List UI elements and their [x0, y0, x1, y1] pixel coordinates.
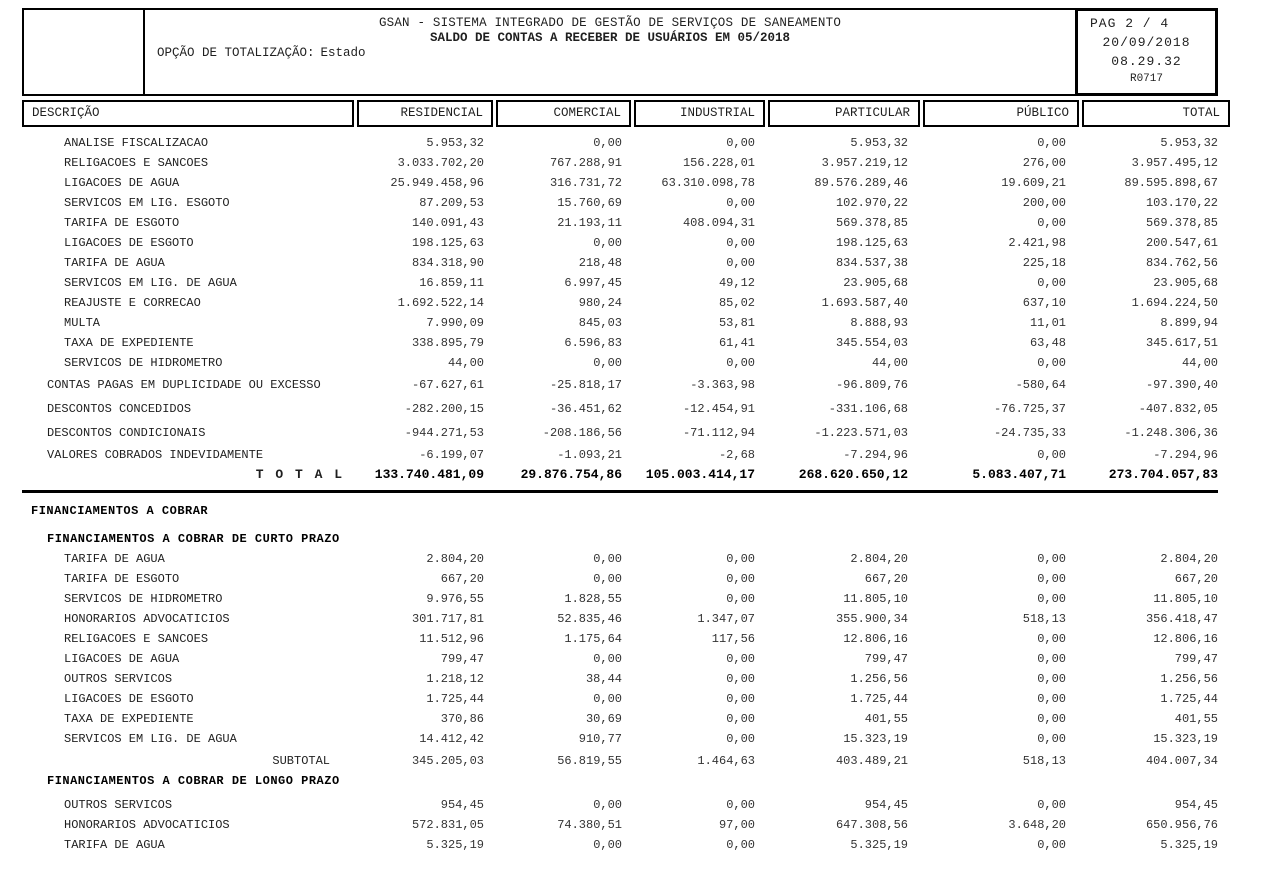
row-value-total: 569.378,85 [1145, 216, 1218, 230]
table-row [22, 445, 1218, 465]
row-value-publico: 0,00 [1037, 712, 1066, 726]
row-value-total: 5.953,32 [1160, 136, 1218, 150]
row-value-comercial: -208.186,56 [542, 426, 622, 440]
row-value-residencial: 1.725,44 [426, 692, 484, 706]
row-value-residencial: -6.199,07 [419, 448, 484, 462]
row-value-total: 273.704.057,83 [1108, 467, 1218, 482]
row-value-comercial: 30,69 [585, 712, 622, 726]
table-row [22, 589, 1218, 609]
row-value-industrial: 0,00 [726, 572, 755, 586]
report-code: R0717 [1129, 73, 1163, 85]
row-value-total: -7.294,96 [1153, 448, 1218, 462]
row-value-comercial: 845,03 [578, 316, 622, 330]
table-row [22, 549, 1218, 569]
row-label: TARIFA DE AGUA [64, 552, 165, 566]
row-value-particular: 799,47 [864, 652, 908, 666]
row-value-industrial: 0,00 [726, 552, 755, 566]
row-value-total: 1.725,44 [1160, 692, 1218, 706]
row-value-total: 11.805,10 [1153, 592, 1218, 606]
row-value-publico: 0,00 [1037, 572, 1066, 586]
row-value-particular: 1.256,56 [850, 672, 908, 686]
row-value-particular: 954,45 [864, 798, 908, 812]
row-value-publico: 518,13 [1022, 754, 1066, 768]
row-value-comercial: 0,00 [593, 552, 622, 566]
system-title: GSAN - SISTEMA INTEGRADO DE GESTÃO DE SERVIÇOS DE SANEAMENTO [378, 16, 842, 30]
row-value-publico: 276,00 [1022, 156, 1066, 170]
row-label: ANALISE FISCALIZACAO [64, 136, 209, 150]
row-value-total: 5.325,19 [1160, 838, 1218, 852]
row-label: LIGACOES DE ESGOTO [64, 692, 194, 706]
row-value-residencial: 667,20 [440, 572, 484, 586]
table-row [22, 729, 1218, 749]
row-value-publico: 0,00 [1037, 672, 1066, 686]
report-time: 08.29.32 [1111, 54, 1182, 69]
row-value-industrial: 63.310.098,78 [661, 176, 755, 190]
row-label: SERVICOS EM LIG. DE AGUA [64, 276, 237, 290]
row-label: HONORARIOS ADVOCATICIOS [64, 818, 230, 832]
table-column-headers [22, 100, 1230, 127]
total-divider-rule [22, 490, 1218, 493]
row-value-industrial: 0,00 [726, 798, 755, 812]
row-label: SERVICOS EM LIG. ESGOTO [64, 196, 230, 210]
table-row [22, 133, 1218, 153]
row-value-residencial: 2.804,20 [426, 552, 484, 566]
row-value-industrial: 0,00 [726, 592, 755, 606]
row-value-residencial: 799,47 [440, 652, 484, 666]
row-value-industrial: 97,00 [718, 818, 755, 832]
row-label: TARIFA DE ESGOTO [64, 216, 180, 230]
row-value-publico: 0,00 [1037, 692, 1066, 706]
row-value-total: 15.323,19 [1153, 732, 1218, 746]
row-value-industrial: 0,00 [726, 236, 755, 250]
row-value-comercial: 0,00 [593, 236, 622, 250]
row-value-publico: 0,00 [1037, 592, 1066, 606]
row-value-residencial: 9.976,55 [426, 592, 484, 606]
row-label: LIGACOES DE ESGOTO [64, 236, 194, 250]
row-value-total: 401,55 [1174, 712, 1218, 726]
table-row [22, 609, 1218, 629]
row-value-particular: -96.809,76 [835, 378, 908, 392]
row-value-publico: 63,48 [1029, 336, 1066, 350]
table-row [22, 669, 1218, 689]
row-value-residencial: 1.692.522,14 [397, 296, 484, 310]
row-value-industrial: 0,00 [726, 256, 755, 270]
report-title: SALDO DE CONTAS A RECEBER DE USUÁRIOS EM 05/2018 [429, 31, 791, 45]
column-header: INDUSTRIAL [634, 100, 765, 127]
row-value-total: 103.170,22 [1145, 196, 1218, 210]
table-body [22, 133, 1218, 855]
row-value-industrial: 408.094,31 [682, 216, 755, 230]
row-value-particular: 5.325,19 [850, 838, 908, 852]
row-value-residencial: 16.859,11 [419, 276, 484, 290]
row-value-residencial: 1.218,12 [426, 672, 484, 686]
row-value-particular: 3.957.219,12 [821, 156, 908, 170]
row-value-particular: 834.537,38 [835, 256, 908, 270]
row-value-residencial: 834.318,90 [411, 256, 484, 270]
column-header: DESCRIÇÃO [22, 100, 354, 127]
row-label: VALORES COBRADOS INDEVIDAMENTE [47, 448, 264, 462]
row-label: TAXA DE EXPEDIENTE [64, 336, 194, 350]
row-value-industrial: 61,41 [718, 336, 755, 350]
row-value-particular: 12.806,16 [843, 632, 908, 646]
row-value-particular: 268.620.650,12 [798, 467, 908, 482]
row-value-residencial: 25.949.458,96 [390, 176, 484, 190]
row-value-residencial: 198.125,63 [411, 236, 484, 250]
row-value-total: 834.762,56 [1145, 256, 1218, 270]
totalization-label: OPÇÃO DE TOTALIZAÇÃO: [157, 46, 315, 60]
totalization-line [145, 46, 1075, 60]
row-value-industrial: 1.464,63 [697, 754, 755, 768]
row-value-residencial: 301.717,81 [411, 612, 484, 626]
column-header: TOTAL [1082, 100, 1230, 127]
row-value-comercial: 74.380,51 [557, 818, 622, 832]
table-row [22, 421, 1218, 445]
row-value-particular: 5.953,32 [850, 136, 908, 150]
table-row [22, 629, 1218, 649]
table-row [22, 815, 1218, 835]
table-row [22, 709, 1218, 729]
row-value-total: 12.806,16 [1153, 632, 1218, 646]
row-value-total: -1.248.306,36 [1124, 426, 1218, 440]
row-value-publico: 11,01 [1029, 316, 1066, 330]
row-value-publico: -24.735,33 [993, 426, 1066, 440]
row-value-publico: -76.725,37 [993, 402, 1066, 416]
table-row [22, 689, 1218, 709]
row-value-publico: 0,00 [1037, 356, 1066, 370]
report-header-center [145, 10, 1075, 94]
row-value-industrial: 0,00 [726, 196, 755, 210]
row-value-publico: 19.609,21 [1001, 176, 1066, 190]
row-value-total: 404.007,34 [1145, 754, 1218, 768]
row-value-comercial: 15.760,69 [557, 196, 622, 210]
row-value-total: 3.957.495,12 [1131, 156, 1218, 170]
row-value-comercial: 21.193,11 [557, 216, 622, 230]
row-value-comercial: 0,00 [593, 572, 622, 586]
row-value-publico: 0,00 [1037, 448, 1066, 462]
row-value-publico: 0,00 [1037, 216, 1066, 230]
row-value-comercial: 6.997,45 [564, 276, 622, 290]
row-value-publico: 5.083.407,71 [972, 467, 1066, 482]
row-value-publico: 2.421,98 [1008, 236, 1066, 250]
row-label: HONORARIOS ADVOCATICIOS [64, 612, 230, 626]
row-value-particular: 401,55 [864, 712, 908, 726]
row-value-publico: 225,18 [1022, 256, 1066, 270]
row-value-total: 44,00 [1181, 356, 1218, 370]
table-row [22, 233, 1218, 253]
row-label: SERVICOS DE HIDROMETRO [64, 356, 223, 370]
row-value-residencial: 133.740.481,09 [374, 467, 484, 482]
row-value-publico: 0,00 [1037, 136, 1066, 150]
row-value-industrial: -3.363,98 [690, 378, 755, 392]
row-value-particular: 89.576.289,46 [814, 176, 908, 190]
row-value-comercial: 910,77 [578, 732, 622, 746]
row-value-publico: 3.648,20 [1008, 818, 1066, 832]
row-label: DESCONTOS CONCEDIDOS [47, 402, 192, 416]
row-value-comercial: 316.731,72 [549, 176, 622, 190]
report-header-band [22, 8, 1218, 96]
row-label: REAJUSTE E CORRECAO [64, 296, 201, 310]
row-value-comercial: 0,00 [593, 798, 622, 812]
section-heading-row [22, 771, 1218, 792]
row-value-residencial: 5.325,19 [426, 838, 484, 852]
row-value-comercial: 1.828,55 [564, 592, 622, 606]
row-value-residencial: 954,45 [440, 798, 484, 812]
row-value-residencial: 14.412,42 [419, 732, 484, 746]
row-value-residencial: -67.627,61 [411, 378, 484, 392]
table-row [22, 649, 1218, 669]
row-value-industrial: -71.112,94 [682, 426, 755, 440]
row-value-industrial: 105.003.414,17 [645, 467, 755, 482]
row-value-particular: -331.106,68 [828, 402, 908, 416]
page-indicator: PAG 2 / 4 [1090, 16, 1170, 31]
table-row [22, 795, 1218, 815]
row-value-residencial: -282.200,15 [404, 402, 484, 416]
row-value-total: 89.595.898,67 [1124, 176, 1218, 190]
row-label: TARIFA DE ESGOTO [64, 572, 180, 586]
row-value-residencial: 7.990,09 [426, 316, 484, 330]
row-value-total: 650.956,76 [1145, 818, 1218, 832]
table-row [22, 373, 1218, 397]
row-value-comercial: 0,00 [593, 652, 622, 666]
logo-box [24, 10, 145, 94]
row-label: RELIGACOES E SANCOES [64, 632, 209, 646]
row-value-particular: 667,20 [864, 572, 908, 586]
row-value-industrial: 0,00 [726, 732, 755, 746]
table-row [22, 333, 1218, 353]
column-header: COMERCIAL [496, 100, 631, 127]
row-value-industrial: -12.454,91 [682, 402, 755, 416]
row-label: FINANCIAMENTOS A COBRAR [31, 504, 209, 518]
row-value-total: 200.547,61 [1145, 236, 1218, 250]
row-value-total: 799,47 [1174, 652, 1218, 666]
row-value-comercial: 218,48 [578, 256, 622, 270]
row-value-particular: 647.308,56 [835, 818, 908, 832]
row-value-industrial: -2,68 [718, 448, 755, 462]
table-row [22, 193, 1218, 213]
section-heading-row [22, 529, 1218, 549]
table-row [22, 353, 1218, 373]
row-value-particular: 403.489,21 [835, 754, 908, 768]
row-value-particular: -1.223.571,03 [814, 426, 908, 440]
row-value-publico: 637,10 [1022, 296, 1066, 310]
row-value-comercial: -25.818,17 [549, 378, 622, 392]
row-value-particular: 23.905,68 [843, 276, 908, 290]
row-label: SERVICOS EM LIG. DE AGUA [64, 732, 237, 746]
row-value-particular: 198.125,63 [835, 236, 908, 250]
row-value-residencial: -944.271,53 [404, 426, 484, 440]
column-header: PARTICULAR [768, 100, 920, 127]
row-value-comercial: 1.175,64 [564, 632, 622, 646]
row-value-total: -407.832,05 [1138, 402, 1218, 416]
row-value-industrial: 0,00 [726, 652, 755, 666]
row-value-publico: 200,00 [1022, 196, 1066, 210]
row-label: FINANCIAMENTOS A COBRAR DE CURTO PRAZO [47, 532, 340, 546]
row-value-industrial: 1.347,07 [697, 612, 755, 626]
section-heading-row [22, 501, 1218, 521]
row-label: MULTA [64, 316, 101, 330]
table-row [22, 213, 1218, 233]
page-info-box [1075, 8, 1218, 96]
row-value-residencial: 11.512,96 [419, 632, 484, 646]
row-value-comercial: 52.835,46 [557, 612, 622, 626]
row-value-particular: 102.970,22 [835, 196, 908, 210]
row-value-comercial: 0,00 [593, 692, 622, 706]
row-value-particular: 1.725,44 [850, 692, 908, 706]
report-date: 20/09/2018 [1102, 35, 1191, 50]
row-value-industrial: 0,00 [726, 136, 755, 150]
row-value-publico: 0,00 [1037, 798, 1066, 812]
row-value-industrial: 0,00 [726, 356, 755, 370]
row-value-total: 1.256,56 [1160, 672, 1218, 686]
row-value-total: -97.390,40 [1145, 378, 1218, 392]
row-value-total: 954,45 [1174, 798, 1218, 812]
row-label: RELIGACOES E SANCOES [64, 156, 209, 170]
row-value-comercial: -36.451,62 [549, 402, 622, 416]
row-value-publico: 0,00 [1037, 632, 1066, 646]
table-row [22, 293, 1218, 313]
row-label: TAXA DE EXPEDIENTE [64, 712, 194, 726]
table-row [22, 751, 1218, 771]
totalization-value: Estado [320, 46, 366, 60]
table-row [22, 835, 1218, 855]
row-value-industrial: 0,00 [726, 692, 755, 706]
table-row [22, 273, 1218, 293]
row-label: SERVICOS DE HIDROMETRO [64, 592, 223, 606]
table-row [22, 313, 1218, 333]
row-value-particular: 44,00 [871, 356, 908, 370]
row-value-residencial: 572.831,05 [411, 818, 484, 832]
row-value-comercial: 0,00 [593, 356, 622, 370]
row-value-industrial: 117,56 [711, 632, 755, 646]
row-label: CONTAS PAGAS EM DUPLICIDADE OU EXCESSO [47, 378, 321, 392]
row-value-comercial: 29.876.754,86 [520, 467, 622, 482]
row-value-comercial: 980,24 [578, 296, 622, 310]
row-value-residencial: 140.091,43 [411, 216, 484, 230]
row-value-particular: 345.554,03 [835, 336, 908, 350]
row-value-residencial: 5.953,32 [426, 136, 484, 150]
row-value-total: 23.905,68 [1153, 276, 1218, 290]
row-value-industrial: 0,00 [726, 838, 755, 852]
row-value-publico: 0,00 [1037, 652, 1066, 666]
table-row [22, 253, 1218, 273]
row-value-particular: 2.804,20 [850, 552, 908, 566]
row-value-total: 2.804,20 [1160, 552, 1218, 566]
row-value-publico: 0,00 [1037, 552, 1066, 566]
row-label: DESCONTOS CONDICIONAIS [47, 426, 206, 440]
row-value-residencial: 338.895,79 [411, 336, 484, 350]
table-row [22, 397, 1218, 421]
row-value-publico: 518,13 [1022, 612, 1066, 626]
row-value-particular: 355.900,34 [835, 612, 908, 626]
row-value-particular: 8.888,93 [850, 316, 908, 330]
row-value-particular: -7.294,96 [843, 448, 908, 462]
table-row [22, 153, 1218, 173]
row-value-residencial: 44,00 [447, 356, 484, 370]
row-value-comercial: 0,00 [593, 136, 622, 150]
row-value-residencial: 3.033.702,20 [397, 156, 484, 170]
table-row [22, 173, 1218, 193]
row-value-publico: 0,00 [1037, 838, 1066, 852]
row-value-industrial: 85,02 [718, 296, 755, 310]
row-value-total: 1.694.224,50 [1131, 296, 1218, 310]
row-value-residencial: 370,86 [440, 712, 484, 726]
row-label: LIGACOES DE AGUA [64, 176, 180, 190]
table-row [22, 569, 1218, 589]
row-value-industrial: 156.228,01 [682, 156, 755, 170]
row-value-particular: 569.378,85 [835, 216, 908, 230]
row-value-residencial: 87.209,53 [419, 196, 484, 210]
row-value-publico: 0,00 [1037, 276, 1066, 290]
row-label: LIGACOES DE AGUA [64, 652, 180, 666]
row-value-industrial: 49,12 [718, 276, 755, 290]
row-value-publico: 0,00 [1037, 732, 1066, 746]
row-label: TARIFA DE AGUA [64, 838, 165, 852]
row-value-particular: 15.323,19 [843, 732, 908, 746]
row-value-total: 667,20 [1174, 572, 1218, 586]
row-label: OUTROS SERVICOS [64, 672, 173, 686]
column-header: RESIDENCIAL [357, 100, 493, 127]
row-value-industrial: 0,00 [726, 712, 755, 726]
row-value-total: 345.617,51 [1145, 336, 1218, 350]
column-header: PÚBLICO [923, 100, 1079, 127]
row-value-comercial: 767.288,91 [549, 156, 622, 170]
row-value-comercial: 6.596,83 [564, 336, 622, 350]
row-label: T O T A L [255, 467, 344, 482]
row-value-industrial: 0,00 [726, 672, 755, 686]
table-row [22, 465, 1218, 485]
row-value-comercial: -1.093,21 [557, 448, 622, 462]
row-value-comercial: 38,44 [585, 672, 622, 686]
row-value-publico: -580,64 [1015, 378, 1066, 392]
row-label: SUBTOTAL [272, 754, 330, 768]
row-value-total: 8.899,94 [1160, 316, 1218, 330]
row-value-total: 356.418,47 [1145, 612, 1218, 626]
row-label: OUTROS SERVICOS [64, 798, 173, 812]
row-value-residencial: 345.205,03 [411, 754, 484, 768]
row-value-particular: 11.805,10 [843, 592, 908, 606]
row-value-comercial: 0,00 [593, 838, 622, 852]
row-label: FINANCIAMENTOS A COBRAR DE LONGO PRAZO [47, 774, 340, 788]
row-value-particular: 1.693.587,40 [821, 296, 908, 310]
row-value-industrial: 53,81 [718, 316, 755, 330]
row-value-comercial: 56.819,55 [557, 754, 622, 768]
row-label: TARIFA DE AGUA [64, 256, 165, 270]
